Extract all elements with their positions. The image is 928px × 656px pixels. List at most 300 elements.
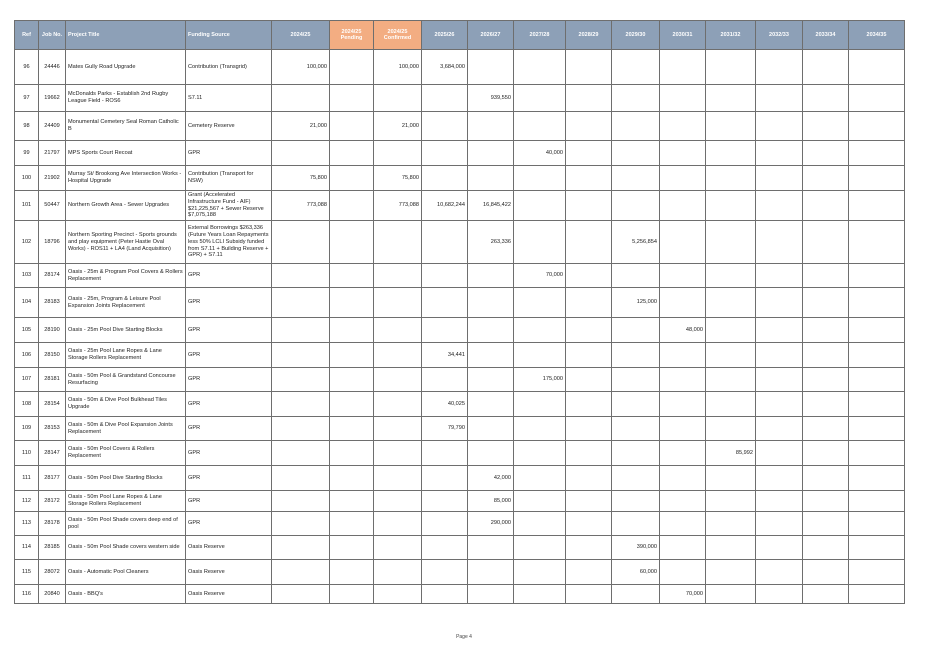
amount-cell (330, 141, 374, 166)
amount-cell (566, 441, 612, 466)
ref-cell: 96 (15, 50, 39, 85)
amount-cell (803, 141, 849, 166)
amount-cell (468, 166, 514, 191)
amount-cell (756, 536, 803, 560)
header-2026-27: 2026/27 (468, 21, 514, 50)
funding-source-cell: Oasis Reserve (186, 560, 272, 585)
amount-cell (706, 50, 756, 85)
amount-cell (566, 585, 612, 604)
amount-cell (374, 288, 422, 318)
amount-cell (612, 417, 660, 441)
ref-cell: 116 (15, 585, 39, 604)
amount-cell (803, 536, 849, 560)
amount-cell (566, 417, 612, 441)
amount-cell (272, 368, 330, 392)
amount-cell (706, 392, 756, 417)
amount-cell (330, 191, 374, 221)
amount-cell (660, 368, 706, 392)
ref-cell: 97 (15, 85, 39, 112)
amount-cell (660, 491, 706, 512)
ref-cell: 111 (15, 466, 39, 491)
table-row (15, 50, 905, 85)
job-number-cell: 24409 (39, 112, 66, 141)
amount-cell (374, 368, 422, 392)
amount-cell (660, 112, 706, 141)
ref-cell: 115 (15, 560, 39, 585)
project-title-cell: Oasis - 50m & Dive Pool Expansion Joints Replacement (66, 417, 186, 441)
header-2024-25-pending: 2024/25 Pending (330, 21, 374, 50)
amount-cell (756, 417, 803, 441)
amount-cell (468, 560, 514, 585)
amount-cell (272, 512, 330, 536)
amount-cell (514, 112, 566, 141)
job-number-cell: 28185 (39, 536, 66, 560)
job-number-cell: 28183 (39, 288, 66, 318)
amount-cell (330, 368, 374, 392)
amount-cell (612, 50, 660, 85)
amount-cell (514, 392, 566, 417)
ref-cell: 110 (15, 441, 39, 466)
amount-cell (660, 288, 706, 318)
amount-cell (422, 221, 468, 264)
amount-cell (566, 318, 612, 343)
amount-cell (849, 392, 905, 417)
ref-cell: 99 (15, 141, 39, 166)
amount-cell (468, 50, 514, 85)
amount-cell (374, 417, 422, 441)
amount-cell (272, 392, 330, 417)
amount-cell (422, 512, 468, 536)
amount-cell (706, 85, 756, 112)
amount-cell (756, 392, 803, 417)
amount-cell (330, 560, 374, 585)
amount-cell (514, 512, 566, 536)
table-row (15, 288, 905, 318)
amount-cell (330, 512, 374, 536)
job-number-cell: 28190 (39, 318, 66, 343)
amount-cell (756, 368, 803, 392)
amount-cell (756, 560, 803, 585)
ref-cell: 98 (15, 112, 39, 141)
amount-cell (514, 585, 566, 604)
project-title-cell: Oasis - 50m Pool Shade covers western side (66, 536, 186, 560)
amount-cell (756, 166, 803, 191)
project-title-cell: Oasis - 50m Pool Covers & Rollers Replacement (66, 441, 186, 466)
amount-cell (422, 85, 468, 112)
header-ref: Ref (15, 21, 39, 50)
amount-cell (514, 318, 566, 343)
project-title-cell: Oasis - 50m Pool & Grandstand Concourse Resurfacing (66, 368, 186, 392)
amount-cell: 21,000 (272, 112, 330, 141)
amount-cell: 773,088 (374, 191, 422, 221)
amount-cell (756, 141, 803, 166)
amount-cell (660, 166, 706, 191)
amount-cell (849, 112, 905, 141)
amount-cell (468, 441, 514, 466)
amount-cell (374, 343, 422, 368)
amount-cell (330, 221, 374, 264)
project-title-cell: Oasis - 25m, Program & Leisure Pool Expansion Joints Replacement (66, 288, 186, 318)
table-row (15, 166, 905, 191)
amount-cell (706, 585, 756, 604)
ref-cell: 113 (15, 512, 39, 536)
amount-cell (849, 536, 905, 560)
amount-cell (612, 491, 660, 512)
amount-cell: 390,000 (612, 536, 660, 560)
funding-source-cell: GPR (186, 392, 272, 417)
table-row (15, 85, 905, 112)
amount-cell (849, 491, 905, 512)
amount-cell (374, 466, 422, 491)
amount-cell (803, 343, 849, 368)
amount-cell (756, 191, 803, 221)
amount-cell (612, 343, 660, 368)
amount-cell (849, 585, 905, 604)
amount-cell (803, 221, 849, 264)
table-row (15, 585, 905, 604)
amount-cell (566, 221, 612, 264)
amount-cell: 70,000 (660, 585, 706, 604)
job-number-cell: 20840 (39, 585, 66, 604)
amount-cell (422, 560, 468, 585)
amount-cell: 48,000 (660, 318, 706, 343)
job-number-cell: 28154 (39, 392, 66, 417)
amount-cell (468, 288, 514, 318)
header-2030-31: 2030/31 (660, 21, 706, 50)
amount-cell (660, 536, 706, 560)
amount-cell (422, 466, 468, 491)
amount-cell (514, 536, 566, 560)
amount-cell (612, 112, 660, 141)
amount-cell (612, 441, 660, 466)
funding-source-cell: GPR (186, 141, 272, 166)
amount-cell: 85,000 (468, 491, 514, 512)
amount-cell (514, 85, 566, 112)
amount-cell (803, 491, 849, 512)
amount-cell (612, 512, 660, 536)
amount-cell (706, 288, 756, 318)
ref-cell: 103 (15, 264, 39, 288)
amount-cell (566, 112, 612, 141)
header-2024-25: 2024/25 (272, 21, 330, 50)
job-number-cell: 24446 (39, 50, 66, 85)
amount-cell (706, 417, 756, 441)
table-row (15, 112, 905, 141)
amount-cell: 34,441 (422, 343, 468, 368)
amount-cell: 85,992 (706, 441, 756, 466)
amount-cell (272, 141, 330, 166)
amount-cell (272, 318, 330, 343)
amount-cell (330, 536, 374, 560)
amount-cell (422, 368, 468, 392)
amount-cell: 263,336 (468, 221, 514, 264)
funding-source-cell: GPR (186, 491, 272, 512)
project-title-cell: Murray St/ Brookong Ave Intersection Works - Hospital Upgrade (66, 166, 186, 191)
amount-cell (849, 417, 905, 441)
amount-cell (849, 441, 905, 466)
amount-cell (374, 318, 422, 343)
amount-cell (756, 441, 803, 466)
job-number-cell: 28150 (39, 343, 66, 368)
amount-cell (330, 466, 374, 491)
project-title-cell: Oasis - 50m Pool Dive Starting Blocks (66, 466, 186, 491)
amount-cell (272, 343, 330, 368)
amount-cell (468, 141, 514, 166)
amount-cell (330, 417, 374, 441)
capital-works-table (14, 20, 905, 604)
amount-cell (514, 343, 566, 368)
amount-cell: 70,000 (514, 264, 566, 288)
amount-cell: 175,000 (514, 368, 566, 392)
amount-cell (849, 288, 905, 318)
amount-cell (756, 50, 803, 85)
amount-cell (612, 368, 660, 392)
amount-cell (468, 264, 514, 288)
ref-cell: 108 (15, 392, 39, 417)
amount-cell (706, 343, 756, 368)
amount-cell (272, 491, 330, 512)
ref-cell: 107 (15, 368, 39, 392)
amount-cell (330, 112, 374, 141)
table-row (15, 392, 905, 417)
amount-cell (272, 264, 330, 288)
amount-cell (330, 392, 374, 417)
funding-source-cell: GPR (186, 288, 272, 318)
amount-cell (803, 512, 849, 536)
job-number-cell: 18796 (39, 221, 66, 264)
header-2029-30: 2029/30 (612, 21, 660, 50)
amount-cell: 3,684,000 (422, 50, 468, 85)
amount-cell: 79,790 (422, 417, 468, 441)
amount-cell (422, 585, 468, 604)
amount-cell (803, 441, 849, 466)
header-2024-25-confirmed: 2024/25 Confirmed (374, 21, 422, 50)
amount-cell: 5,256,854 (612, 221, 660, 264)
header-2027-28: 2027/28 (514, 21, 566, 50)
amount-cell (272, 417, 330, 441)
table-body (15, 50, 905, 604)
amount-cell (468, 392, 514, 417)
funding-source-cell: GPR (186, 417, 272, 441)
amount-cell (566, 343, 612, 368)
amount-cell (706, 166, 756, 191)
job-number-cell: 28172 (39, 491, 66, 512)
amount-cell (803, 50, 849, 85)
table-row (15, 264, 905, 288)
amount-cell: 773,088 (272, 191, 330, 221)
amount-cell (612, 585, 660, 604)
amount-cell (514, 221, 566, 264)
amount-cell (756, 221, 803, 264)
amount-cell (756, 318, 803, 343)
amount-cell (706, 112, 756, 141)
amount-cell (468, 318, 514, 343)
job-number-cell: 28147 (39, 441, 66, 466)
amount-cell (803, 368, 849, 392)
project-title-cell: Oasis - 50m Pool Lane Ropes & Lane Storage Rollers Replacement (66, 491, 186, 512)
header-funding-source: Funding Source (186, 21, 272, 50)
amount-cell (803, 392, 849, 417)
amount-cell (803, 466, 849, 491)
amount-cell (566, 392, 612, 417)
amount-cell (849, 85, 905, 112)
ref-cell: 109 (15, 417, 39, 441)
amount-cell (849, 264, 905, 288)
job-number-cell: 21797 (39, 141, 66, 166)
amount-cell (612, 166, 660, 191)
amount-cell (272, 536, 330, 560)
amount-cell (756, 466, 803, 491)
amount-cell (612, 392, 660, 417)
amount-cell (756, 343, 803, 368)
amount-cell (468, 343, 514, 368)
amount-cell (803, 264, 849, 288)
table-header-row (15, 21, 905, 50)
project-title-cell: Northern Sporting Precinct - Sports grounds and play equipment (Peter Hastie Oval Works) - ROS11 + LA4 (Land Acquisition) (66, 221, 186, 264)
amount-cell (566, 141, 612, 166)
amount-cell (660, 50, 706, 85)
funding-source-cell: External Borrowings $263,336 (Future Years Loan Repayments less 50% LCLI Subsidy funded from S7.11 + Building Reserve + GPR) + S7.11 (186, 221, 272, 264)
header-2031-32: 2031/32 (706, 21, 756, 50)
amount-cell (272, 85, 330, 112)
amount-cell (374, 221, 422, 264)
amount-cell (706, 318, 756, 343)
amount-cell (422, 112, 468, 141)
amount-cell (422, 491, 468, 512)
funding-source-cell: Grant (Accelerated Infrastructure Fund - AIF) $21,225,567 + Sewer Reserve $7,075,188 (186, 191, 272, 221)
funding-source-cell: Cemetery Reserve (186, 112, 272, 141)
amount-cell (803, 560, 849, 585)
amount-cell (756, 112, 803, 141)
amount-cell (756, 512, 803, 536)
amount-cell (272, 585, 330, 604)
amount-cell: 939,550 (468, 85, 514, 112)
amount-cell (849, 368, 905, 392)
amount-cell (660, 417, 706, 441)
amount-cell (803, 417, 849, 441)
header-2034-35: 2034/35 (849, 21, 905, 50)
amount-cell: 100,000 (374, 50, 422, 85)
table-row (15, 536, 905, 560)
amount-cell (374, 392, 422, 417)
amount-cell (330, 585, 374, 604)
project-title-cell: McDonalds Parks - Establish 2nd Rugby League Field - ROS6 (66, 85, 186, 112)
funding-source-cell: Contribution (Transgrid) (186, 50, 272, 85)
amount-cell: 21,000 (374, 112, 422, 141)
amount-cell (374, 141, 422, 166)
amount-cell (422, 166, 468, 191)
amount-cell (566, 85, 612, 112)
amount-cell (468, 536, 514, 560)
project-title-cell: MPS Sports Court Recoat (66, 141, 186, 166)
amount-cell (566, 491, 612, 512)
amount-cell (849, 166, 905, 191)
amount-cell (803, 585, 849, 604)
amount-cell (272, 288, 330, 318)
amount-cell (849, 221, 905, 264)
table-row (15, 368, 905, 392)
amount-cell (660, 141, 706, 166)
amount-cell: 75,800 (374, 166, 422, 191)
project-title-cell: Mates Gully Road Upgrade (66, 50, 186, 85)
amount-cell: 60,000 (612, 560, 660, 585)
amount-cell (374, 491, 422, 512)
ref-cell: 101 (15, 191, 39, 221)
project-title-cell: Oasis - 25m Pool Lane Ropes & Lane Storage Rollers Replacement (66, 343, 186, 368)
amount-cell (422, 441, 468, 466)
amount-cell: 42,000 (468, 466, 514, 491)
amount-cell (756, 585, 803, 604)
table-row (15, 417, 905, 441)
amount-cell (660, 85, 706, 112)
job-number-cell: 28153 (39, 417, 66, 441)
amount-cell (612, 264, 660, 288)
amount-cell (374, 512, 422, 536)
job-number-cell: 28181 (39, 368, 66, 392)
project-title-cell: Northern Growth Area - Sewer Upgrades (66, 191, 186, 221)
amount-cell (330, 318, 374, 343)
amount-cell (330, 166, 374, 191)
amount-cell (514, 417, 566, 441)
amount-cell (272, 466, 330, 491)
amount-cell (514, 50, 566, 85)
page-number: Page 4 (456, 634, 472, 640)
amount-cell: 10,682,244 (422, 191, 468, 221)
amount-cell (374, 441, 422, 466)
project-title-cell: Oasis - 50m Pool Shade covers deep end of pool (66, 512, 186, 536)
ref-cell: 114 (15, 536, 39, 560)
amount-cell (566, 288, 612, 318)
amount-cell: 40,025 (422, 392, 468, 417)
table-row (15, 221, 905, 264)
project-title-cell: Oasis - Automatic Pool Cleaners (66, 560, 186, 585)
amount-cell (514, 441, 566, 466)
amount-cell (706, 191, 756, 221)
amount-cell (330, 288, 374, 318)
amount-cell (706, 221, 756, 264)
job-number-cell: 21902 (39, 166, 66, 191)
amount-cell (706, 264, 756, 288)
job-number-cell: 28174 (39, 264, 66, 288)
job-number-cell: 19662 (39, 85, 66, 112)
amount-cell (706, 491, 756, 512)
table-row (15, 466, 905, 491)
amount-cell (566, 466, 612, 491)
project-title-cell: Oasis - 25m & Program Pool Covers & Rollers Replacement (66, 264, 186, 288)
amount-cell (330, 441, 374, 466)
amount-cell (660, 191, 706, 221)
table-row (15, 141, 905, 166)
amount-cell (612, 191, 660, 221)
ref-cell: 102 (15, 221, 39, 264)
funding-source-cell: GPR (186, 343, 272, 368)
amount-cell (374, 585, 422, 604)
amount-cell: 16,845,422 (468, 191, 514, 221)
amount-cell (803, 166, 849, 191)
table-row (15, 318, 905, 343)
project-title-cell: Oasis - 25m Pool Dive Starting Blocks (66, 318, 186, 343)
amount-cell (849, 343, 905, 368)
amount-cell (330, 50, 374, 85)
amount-cell (756, 491, 803, 512)
amount-cell (566, 264, 612, 288)
amount-cell (849, 512, 905, 536)
funding-source-cell: Contribution (Transport for NSW) (186, 166, 272, 191)
amount-cell (849, 50, 905, 85)
header-2032-33: 2032/33 (756, 21, 803, 50)
job-number-cell: 28177 (39, 466, 66, 491)
amount-cell (514, 560, 566, 585)
